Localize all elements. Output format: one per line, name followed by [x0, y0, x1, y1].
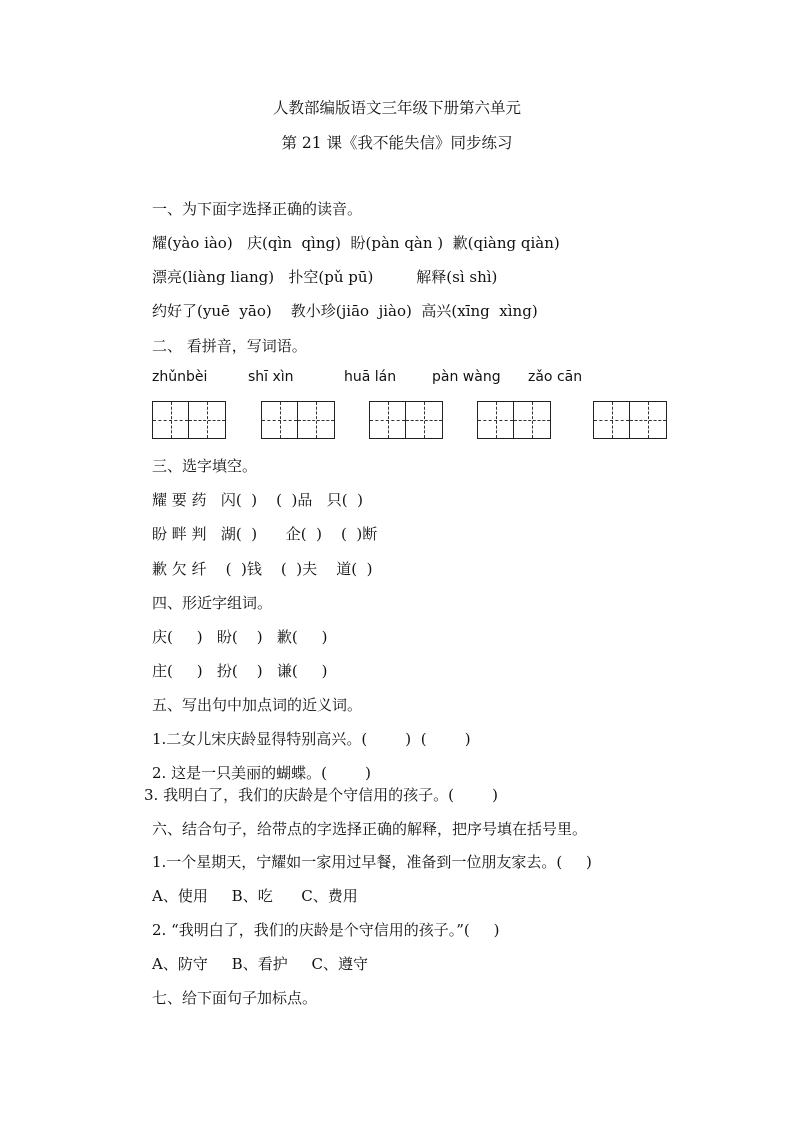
section-3-row-2: 盼 畔 判 湖( ) 企( ) ( )断	[152, 525, 378, 543]
grid-cell	[514, 402, 550, 438]
section-3-row-3: 歉 欠 纤 ( )钱 ( )夫 道( )	[152, 560, 373, 578]
writing-box-1[interactable]	[152, 401, 226, 439]
section-5-question-2: 2. 这是一只美丽的蝴蝶。( )	[152, 764, 371, 782]
writing-box-3[interactable]	[369, 401, 443, 439]
grid-cell	[153, 402, 189, 438]
worksheet-title: 人教部编版语文三年级下册第六单元	[272, 99, 521, 117]
grid-cell	[370, 402, 406, 438]
section-1-row-3: 约好了(yuē yāo) 教小珍(jiāo jiào) 高兴(xīng xìng)	[152, 302, 538, 320]
writing-grid-row	[0, 401, 794, 441]
section-7-heading: 七、给下面句子加标点。	[152, 989, 318, 1007]
writing-box-4[interactable]	[477, 401, 551, 439]
grid-cell	[298, 402, 334, 438]
section-3-heading: 三、选字填空。	[152, 457, 258, 475]
grid-cell	[262, 402, 298, 438]
section-6-heading: 六、结合句子，给带点的字选择正确的解释，把序号填在括号里。	[152, 820, 588, 838]
grid-cell	[406, 402, 442, 438]
writing-box-2[interactable]	[261, 401, 335, 439]
writing-box-5[interactable]	[593, 401, 667, 439]
section-3-row-1: 耀 要 药 闪( ) ( )品 只( )	[152, 491, 363, 509]
section-6-question-1-options: A、使用 B、吃 C、费用	[152, 887, 358, 905]
pinyin-2: shī xìn	[248, 369, 294, 385]
section-6-question-2-options: A、防守 B、看护 C、遵守	[152, 955, 369, 973]
section-5-heading: 五、写出句中加点词的近义词。	[152, 696, 363, 714]
section-4-row-1: 庆( ) 盼( ) 歉( )	[152, 628, 328, 646]
pinyin-4: pàn wàng	[432, 369, 501, 385]
section-5-question-1: 1.二女儿宋庆龄显得特别高兴。( ) ( )	[152, 730, 471, 748]
pinyin-1: zhǔnbèi	[152, 369, 208, 385]
section-1-row-2: 漂亮(liàng liang) 扑空(pǔ pū) 解释(sì shì)	[152, 268, 498, 286]
section-1-heading: 一、为下面字选择正确的读音。	[152, 200, 363, 218]
pinyin-3: huā lán	[344, 369, 397, 385]
pinyin-5: zǎo cān	[528, 369, 583, 385]
section-4-heading: 四、形近字组词。	[152, 594, 273, 612]
section-4-row-2: 庄( ) 扮( ) 谦( )	[152, 662, 328, 680]
section-6-question-2: 2. “我明白了，我们的庆龄是个守信用的孩子。”( )	[152, 921, 500, 939]
grid-cell	[478, 402, 514, 438]
grid-cell	[630, 402, 666, 438]
section-6-question-1: 1.一个星期天，宁耀如一家用过早餐，准备到一位朋友家去。( )	[152, 853, 592, 871]
section-1-row-1: 耀(yào iào) 庆(qìn qìng) 盼(pàn qàn ) 歉(qiàng qiàn)	[152, 234, 560, 252]
grid-cell	[189, 402, 225, 438]
section-2-heading: 二、 看拼音，写词语。	[152, 337, 307, 355]
section-5-question-3: 3. 我明白了，我们的庆龄是个守信用的孩子。( )	[144, 786, 498, 804]
grid-cell	[594, 402, 630, 438]
lesson-title: 第 21 课《我不能失信》同步练习	[281, 134, 513, 152]
